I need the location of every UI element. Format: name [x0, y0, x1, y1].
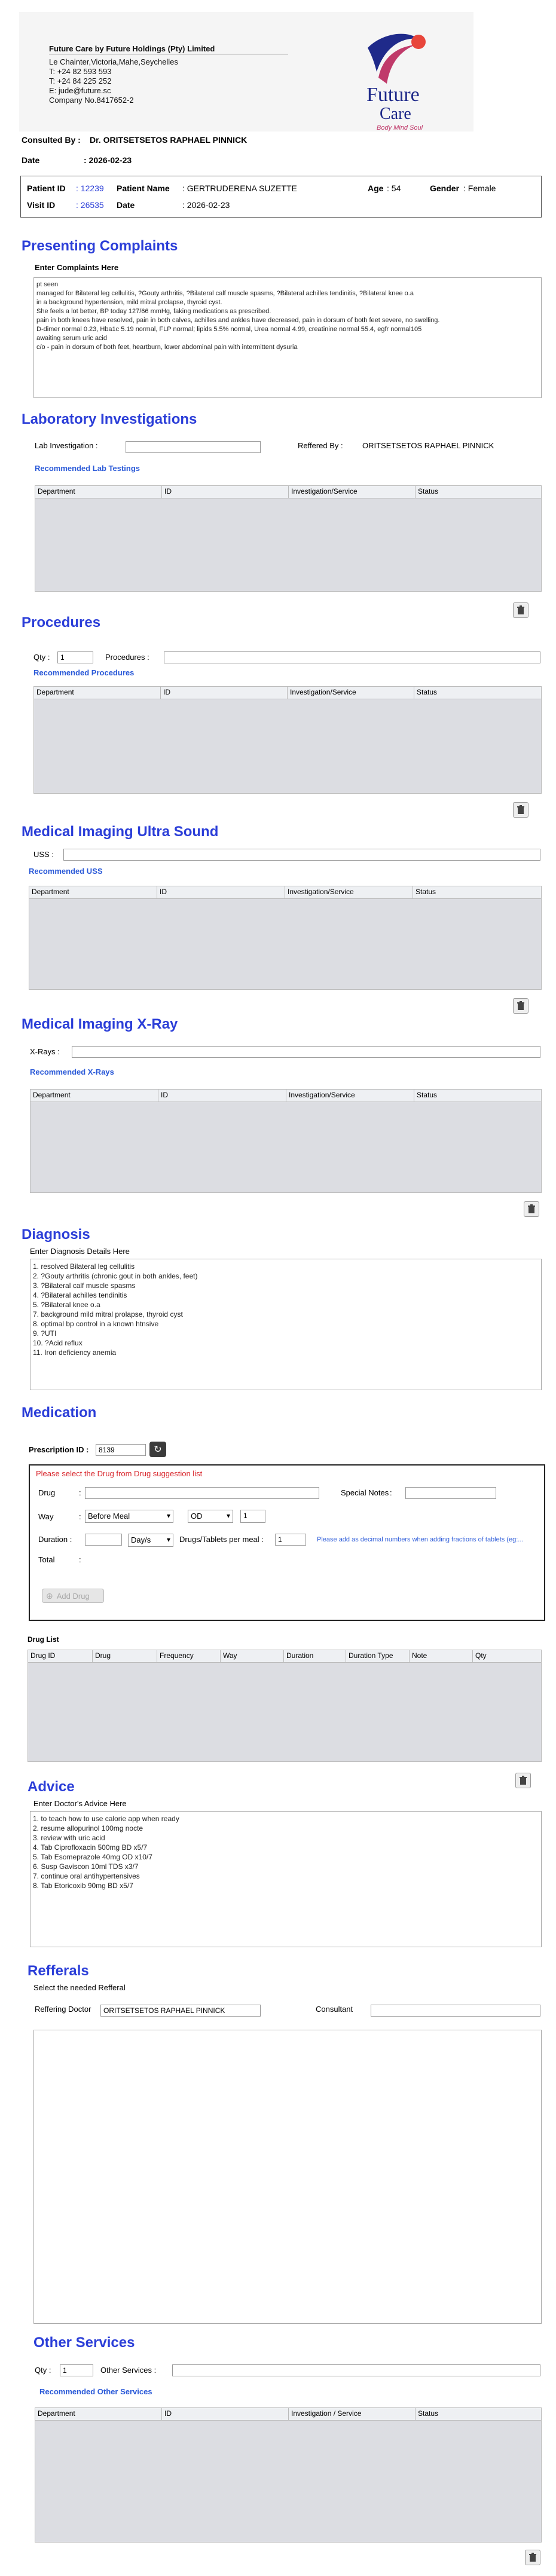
per-meal-input[interactable]: 1: [275, 1534, 306, 1546]
other-col-id: ID: [162, 2408, 289, 2420]
drug-label: Drug: [38, 1488, 56, 1497]
per-meal-label: Drugs/Tablets per meal :: [179, 1535, 264, 1544]
other-table-header: [35, 2408, 541, 2421]
lab-table: [35, 485, 542, 592]
referring-doctor-input[interactable]: ORITSETSETOS RAPHAEL PINNICK: [100, 2005, 261, 2017]
visit-id-label: Visit ID: [27, 200, 56, 210]
advice-label: Enter Doctor's Advice Here: [33, 1799, 127, 1808]
special-notes-input[interactable]: [405, 1487, 496, 1499]
xray-col-status: Status: [417, 1091, 438, 1099]
referring-doctor-label: Reffering Doctor: [35, 2005, 91, 2014]
medication-form: [29, 1464, 545, 1621]
xray-col-id: ID: [158, 1090, 286, 1102]
procedures-col-id: ID: [161, 687, 288, 699]
special-notes-colon: :: [390, 1488, 392, 1497]
patient-id-label: Patient ID: [27, 183, 66, 193]
other-recommended-label: Recommended Other Services: [39, 2387, 152, 2396]
lab-col-service: Investigation/Service: [289, 486, 416, 498]
complaints-textarea[interactable]: [33, 277, 542, 398]
procedures-table-header: [34, 687, 541, 699]
patient-info-box: [20, 176, 542, 218]
xray-table: [30, 1089, 542, 1193]
xray-title: Medical Imaging X-Ray: [22, 1016, 178, 1032]
duration-input[interactable]: [85, 1534, 122, 1546]
drug-colon: :: [79, 1488, 81, 1497]
advice-title: Advice: [28, 1779, 75, 1795]
referral-letter-textarea[interactable]: [33, 2030, 542, 2324]
add-drug-label: Add Drug: [56, 1591, 90, 1601]
medication-title: Medication: [22, 1405, 97, 1421]
visit-date-value: : 2026-02-23: [182, 200, 230, 210]
drug-col-id: Drug ID: [28, 1650, 93, 1662]
procedures-table: [33, 686, 542, 794]
company-email: E: jude@future.sc: [49, 86, 111, 95]
drug-col-drug: Drug: [93, 1650, 157, 1662]
consultant-label: Consultant: [316, 2005, 353, 2014]
referrals-label: Select the needed Refferal: [33, 1983, 126, 1992]
patient-gender-label: Gender: [430, 183, 460, 193]
uss-title: Medical Imaging Ultra Sound: [22, 824, 219, 840]
uss-col-department: Department: [29, 886, 157, 898]
way-select[interactable]: [85, 1510, 173, 1523]
patient-name-value: : GERTRUDERENA SUZETTE: [182, 183, 297, 193]
prescription-label: Prescription ID :: [29, 1445, 89, 1454]
uss-table-header: [29, 886, 541, 899]
lab-investigation-input[interactable]: [126, 441, 261, 453]
visit-date-label: Date: [117, 200, 135, 210]
special-notes-label: Special Notes: [341, 1488, 389, 1497]
drug-list-trash-icon[interactable]: [515, 1773, 531, 1788]
frequency-select-value: OD: [191, 1512, 203, 1520]
frequency-qty-input[interactable]: 1: [240, 1510, 265, 1523]
logo-care-text: Care: [380, 105, 411, 123]
lab-recommended-label: Recommended Lab Testings: [35, 464, 140, 473]
uss-col-status: Status: [416, 888, 436, 896]
company-tel-2: T: +24 84 225 252: [49, 77, 112, 85]
procedures-title: Procedures: [22, 614, 101, 631]
duration-label: Duration :: [38, 1535, 72, 1544]
xray-col-department: Department: [30, 1090, 158, 1102]
way-select-value: Before Meal: [88, 1512, 130, 1520]
consulted-by-label: Consulted By :: [22, 135, 81, 145]
xray-label: X-Rays :: [30, 1047, 60, 1056]
frequency-select[interactable]: [188, 1510, 233, 1523]
procedures-recommended-label: Recommended Procedures: [33, 668, 135, 677]
decimal-note: Please add as decimal numbers when adding fractions of tablets (eg:...: [317, 1536, 524, 1543]
complaints-title: Presenting Complaints: [22, 238, 178, 254]
procedures-qty-input[interactable]: 1: [57, 651, 93, 663]
uss-col-service: Investigation/Service: [285, 886, 413, 898]
other-col-service: Investigation / Service: [289, 2408, 416, 2420]
other-col-status: Status: [418, 2409, 439, 2418]
drug-col-way: Way: [221, 1650, 284, 1662]
lab-col-status: Status: [418, 487, 439, 495]
lab-referred-value: ORITSETSETOS RAPHAEL PINNICK: [362, 441, 494, 450]
drug-col-duration-type: Duration Type: [346, 1650, 410, 1662]
add-drug-button[interactable]: [42, 1589, 104, 1603]
drug-list-table: [28, 1650, 542, 1762]
patient-id-value: : 12239: [76, 183, 104, 193]
drug-col-qty: Qty: [475, 1651, 487, 1660]
other-services-trash-icon[interactable]: [525, 2550, 540, 2565]
advice-text: 1. to teach how to use calorie app when ready 2. resume allopurinol 100mg nocte 3. review with uric acid 4. Tab Ciprofloxacin 500mg BD x5/7 5. Tab Esomeprazole 40mg OD x10/7 6. Susp Gaviscon 10ml TDS x3/7 7. continue oral antihypertensives 8. Tab Etoricoxib 90mg BD x5/7: [33, 1815, 179, 1890]
duration-unit-select[interactable]: [128, 1534, 173, 1547]
drug-input[interactable]: [85, 1487, 319, 1499]
uss-label: USS :: [33, 850, 54, 859]
refresh-prescription-icon[interactable]: ↻: [149, 1442, 166, 1457]
other-services-input[interactable]: [172, 2364, 540, 2376]
xray-input[interactable]: [72, 1046, 540, 1058]
complaints-label: Enter Complaints Here: [35, 263, 119, 272]
total-label: Total: [38, 1555, 55, 1564]
duration-unit-value: Day/s: [131, 1535, 151, 1544]
patient-age-value: : 54: [387, 183, 401, 193]
procedures-qty-label: Qty :: [33, 653, 50, 662]
xray-trash-icon[interactable]: [524, 1201, 539, 1217]
xray-table-header: [30, 1090, 541, 1102]
procedures-trash-icon[interactable]: [513, 802, 528, 818]
uss-input[interactable]: [63, 849, 540, 861]
company-name: Future Care by Future Holdings (Pty) Limited: [49, 44, 215, 53]
consultant-input[interactable]: [371, 2005, 540, 2017]
drug-suggestion-warning: Please select the Drug from Drug suggestion list: [36, 1469, 203, 1478]
lab-input-label: Lab Investigation :: [35, 441, 98, 450]
diagnosis-text: 1. resolved Bilateral leg cellulitis 2. ?Gouty arthritis (chronic gout in both ankles, feet) 3. ?Bilateral calf muscle spasms 4. ?Bilateral achilles tendinitis 5. ?Bilateral knee o.a 7. background mild mitral prolapse, thyroid cyst 8. optimal bp control in a known htnsive 9. ?UTI 10. ?Acid reflux 11. Iron deficiency anemia: [33, 1262, 198, 1357]
company-tel-1: T: +24 82 593 593: [49, 67, 112, 76]
procedures-label: Procedures :: [105, 653, 149, 662]
drug-list-label: Drug List: [28, 1635, 59, 1644]
consulted-by-value: Dr. ORITSETSETOS RAPHAEL PINNICK: [90, 135, 248, 145]
patient-name-label: Patient Name: [117, 183, 170, 193]
advice-textarea[interactable]: [30, 1811, 542, 1947]
lab-referred-label: Reffered By :: [298, 441, 343, 450]
patient-gender-value: : Female: [463, 183, 496, 193]
way-label: Way: [38, 1512, 54, 1521]
complaints-text: pt seen managed for Bilateral leg cellulitis, ?Gouty arthritis, ?Bilateral calf muscle spasms, ?Bilateral achilles tendinitis, ?Bilateral knee o.a in a background hypertension, mild mitral prolapse, thyroid cyst. She feels a lot better, BP today 127/66 mmHg, faking medications as prescribed. pain in both knees have resolved, pain in both calves, achilles and ankles have decreased, pain in dorsum of both feet severe, no swelling. D-dimer normal 0.23, Hba1c 5.19 normal, FLP normal; lipids 5.5% normal, Urea normal 4.99, creatinine normal 55.4, egfr normal105 awaiting serum uric acid c/o - pain in dorsum of both feet, heartburn, lower abdominal pain with intermittent dysuria: [36, 281, 440, 351]
xray-recommended-label: Recommended X-Rays: [30, 1067, 114, 1076]
other-services-title: Other Services: [33, 2335, 135, 2351]
lab-col-department: Department: [35, 486, 162, 498]
prescription-id-input[interactable]: 8139: [96, 1444, 146, 1456]
date-label: Date: [22, 155, 40, 165]
way-colon: :: [79, 1512, 81, 1521]
other-services-table: [35, 2407, 542, 2543]
xray-col-service: Investigation/Service: [286, 1090, 414, 1102]
drug-col-note: Note: [410, 1650, 473, 1662]
diagnosis-textarea[interactable]: [30, 1259, 542, 1390]
procedures-input[interactable]: [164, 651, 540, 663]
lab-table-header: [35, 486, 541, 498]
referrals-title: Refferals: [28, 1963, 89, 1979]
logo-future-text: Future: [366, 84, 420, 106]
drug-col-frequency: Frequency: [157, 1650, 221, 1662]
uss-col-id: ID: [157, 886, 285, 898]
visit-id-value: : 26535: [76, 200, 104, 210]
date-value: : 2026-02-23: [84, 155, 132, 165]
company-address: Le Chainter,Victoria,Mahe,Seychelles: [49, 57, 178, 66]
lab-trash-icon[interactable]: [513, 602, 528, 618]
diagnosis-title: Diagnosis: [22, 1226, 90, 1243]
other-qty-input[interactable]: 1: [60, 2364, 93, 2376]
other-col-department: Department: [35, 2408, 162, 2420]
other-services-label: Other Services :: [100, 2366, 157, 2375]
uss-recommended-label: Recommended USS: [29, 867, 103, 876]
procedures-col-service: Investigation/Service: [288, 687, 414, 699]
company-number: Company No.8417652-2: [49, 96, 134, 105]
procedures-col-department: Department: [34, 687, 161, 699]
add-icon: ⊕: [46, 1590, 53, 1601]
total-colon: :: [79, 1555, 81, 1564]
patient-age-label: Age: [368, 183, 384, 193]
company-logo: [350, 24, 439, 131]
lab-title: Laboratory Investigations: [22, 411, 197, 427]
logo-tagline: Body Mind Soul: [377, 124, 423, 131]
lab-col-id: ID: [162, 486, 289, 498]
uss-table: [29, 886, 542, 990]
procedures-col-status: Status: [417, 688, 438, 696]
diagnosis-label: Enter Diagnosis Details Here: [30, 1247, 130, 1256]
uss-trash-icon[interactable]: [513, 998, 528, 1014]
drug-col-duration: Duration: [284, 1650, 346, 1662]
other-qty-label: Qty :: [35, 2366, 51, 2375]
drug-list-header: [28, 1650, 541, 1663]
